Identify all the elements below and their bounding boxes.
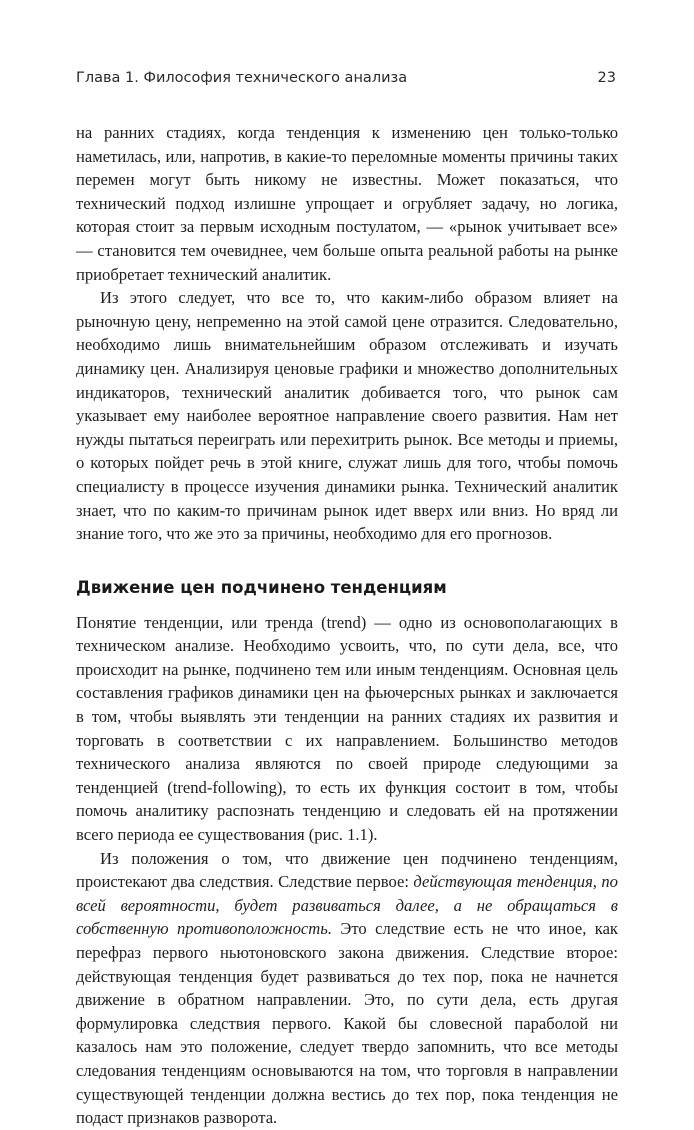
paragraph-consequences-end: Это следствие есть не что иное, как перефраз первого ньютоновского закона движения. Следствие второе: действующая тенденция будет развиваться до тех пор, пока не начнется движение в обратном направлении. Это, по сути дела, есть другая формулировка следствия первого. Какой бы словесной параболой ни казалось нам это положение, следует твердо запомнить, что все методы следования тенденциям основываются на том, что торговля в направлении существующей тенденции должна вестись до тех пор, пока тенденция не подаст признаков разворота. — [76, 919, 618, 1128]
chapter-title: Глава 1. Философия технического анализа — [76, 70, 408, 86]
paragraph-consequences-start: Из положения о том, что движение цен подчинено тенденциям, проистекают два следствия. Следствие первое: — [76, 848, 618, 892]
section-heading: Движение цен подчинено тенденциям — [76, 577, 447, 597]
paragraph-consequences — [76, 847, 618, 1130]
running-head — [76, 70, 616, 92]
page-number: 23 — [597, 70, 616, 86]
paragraph-market-reflects: Из этого следует, что все то, что каким-либо образом влияет на рыночную цену, непременно на этой самой цене отразится. Следовательно, необходимо лишь внимательнейшим образом отслеживать и изучать динамику цен. Анализируя ценовые графики и множество дополнительных индикаторов, технический аналитик добивается того, что рынок сам указывает ему наиболее вероятное направление своего развития. Нам нет нужды пытаться переиграть или перехитрить рынок. Все методы и приемы, о которых пойдет речь в этой книге, служат лишь для того, чтобы помочь специалисту в процессе изучения динамики рынка. Технический аналитик знает, что по каким-то причинам рынок идет вверх или вниз. Но вряд ли знание того, что же это за причины, необходимо для его прогнозов. — [76, 288, 618, 544]
body-text — [76, 121, 618, 1130]
emphasis-first-consequence: действующая тенденция, по всей вероятности, будет развиваться далее, а не обращаться в собственную противоположность. — [76, 872, 618, 939]
paragraph-trend-concept: Понятие тенденции, или тренда (trend) — одно из основополагающих в техническом анализе. Необходимо усвоить, что, по сути дела, все, что происходит на рынке, подчинено тем или иным тенденциям. Основная цель составления графиков динамики цен на фьючерсных рынках и заключается в том, чтобы выявлять эти тенденции на ранних стадиях их развития и торговать в соответствии с их направлением. Большинство методов технического анализа являются по своей природе следующими за тенденцией (trend-following), то есть их функция состоит в том, чтобы помочь аналитику распознать тенденцию и следовать ей на протяжении всего периода ее существования (рис. 1.1). — [76, 612, 618, 845]
paragraph-continued: на ранних стадиях, когда тенденция к изменению цен только-только наметилась, или, напротив, в какие-то переломные моменты причины таких перемен могут быть никому не известны. Может показаться, что технический подход излишне упрощает и огрубляет задачу, но логика, которая стоит за первым исходным постулатом, — «рынок учитывает все» — становится тем очевиднее, чем больше опыта реальной работы на рынке приобретает технический аналитик. — [76, 123, 618, 284]
